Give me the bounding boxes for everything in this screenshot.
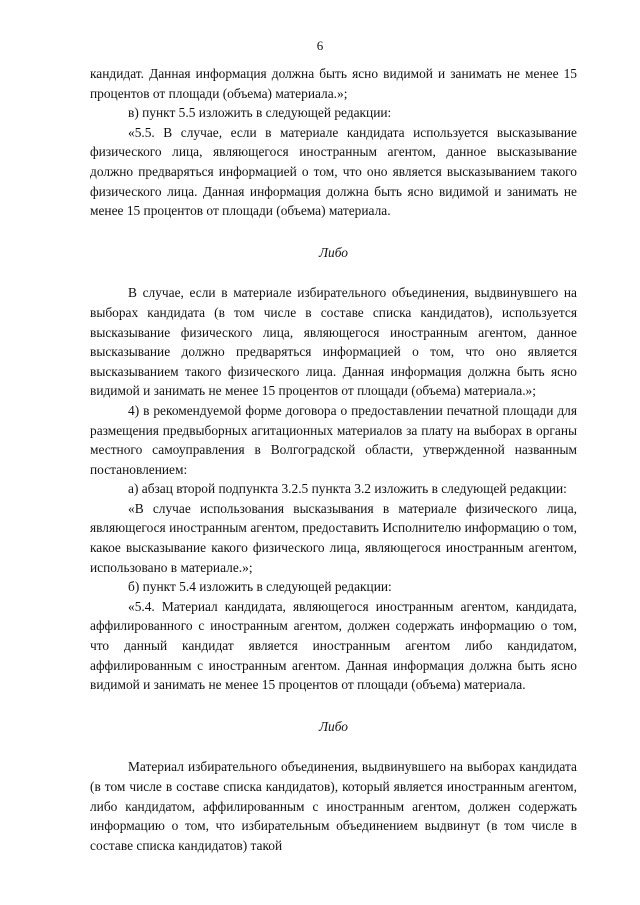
paragraph: б) пункт 5.4 изложить в следующей редакции: [128,579,392,595]
page-number: 6 [316,38,324,53]
paragraph: а) абзац второй подпункта 3.2.5 пункта 3.2 изложить в следующей редакции: [128,481,567,497]
paragraph: в) пункт 5.5 изложить в следующей редакции: [128,105,392,121]
paragraph: 4) в рекомендуемой форме договора о предоставлении печатной площади для размещения предвыборных агитационных материалов за плату на выборах в органы местного самоуправления в Волгоградской области, утвержденной названным постановлением: [90,402,577,477]
separator-libo: Либо [318,244,349,260]
separator-libo: Либо [318,718,349,734]
paragraph: «5.5. В случае, если в материале кандидата используется высказывание физического лица, являющегося иностранным агентом, данное высказывание должно предваряться информацией о том, что оно является высказыванием такого физического лица. Данная информация должна быть ясно видимой и занимать не менее 15 процентов от площади (объема) материала. [90,124,577,219]
paragraph: В случае, если в материале избирательного объединения, выдвинувшего на выборах кандидата (в том числе в составе списка кандидатов), используется высказывание физического лица, являющегося иностранным агентом, данное высказывание должно предваряться информацией о том, что оно является высказыванием такого физического лица. Данная информация должна быть ясно видимой и занимать не менее 15 процентов от площади (объема) материала.»; [90,285,577,399]
document-body [90,64,577,855]
paragraph: Материал избирательного объединения, выдвинувшего на выборах кандидата (в том числе в составе списка кандидатов), который является иностранным агентом, либо кандидатом, аффилированным с иностранным агентом, должен содержать информацию о том, что избирательным объединением выдвинут (в том числе в составе списка кандидатов) такой [90,759,577,853]
paragraph: «5.4. Материал кандидата, являющегося иностранным агентом, кандидата, аффилированного с иностранным агентом, должен содержать информацию о том, что данный кандидат является иностранным агентом либо кандидатом, аффилированным с иностранным агентом. Данная информация должна быть ясно видимой и занимать не менее 15 процентов от площади (объема) материала. [90,598,577,693]
paragraph: кандидат. Данная информация должна быть ясно видимой и занимать не менее 15 процентов от площади (объема) материала.»; [90,66,577,101]
paragraph: «В случае использования высказывания в материале физического лица, являющегося иностранным агентом, предоставить Исполнителю информацию о том, какое высказывание какого физического лица, являющегося иностранным агентом, использовано в материале.»; [90,500,577,575]
